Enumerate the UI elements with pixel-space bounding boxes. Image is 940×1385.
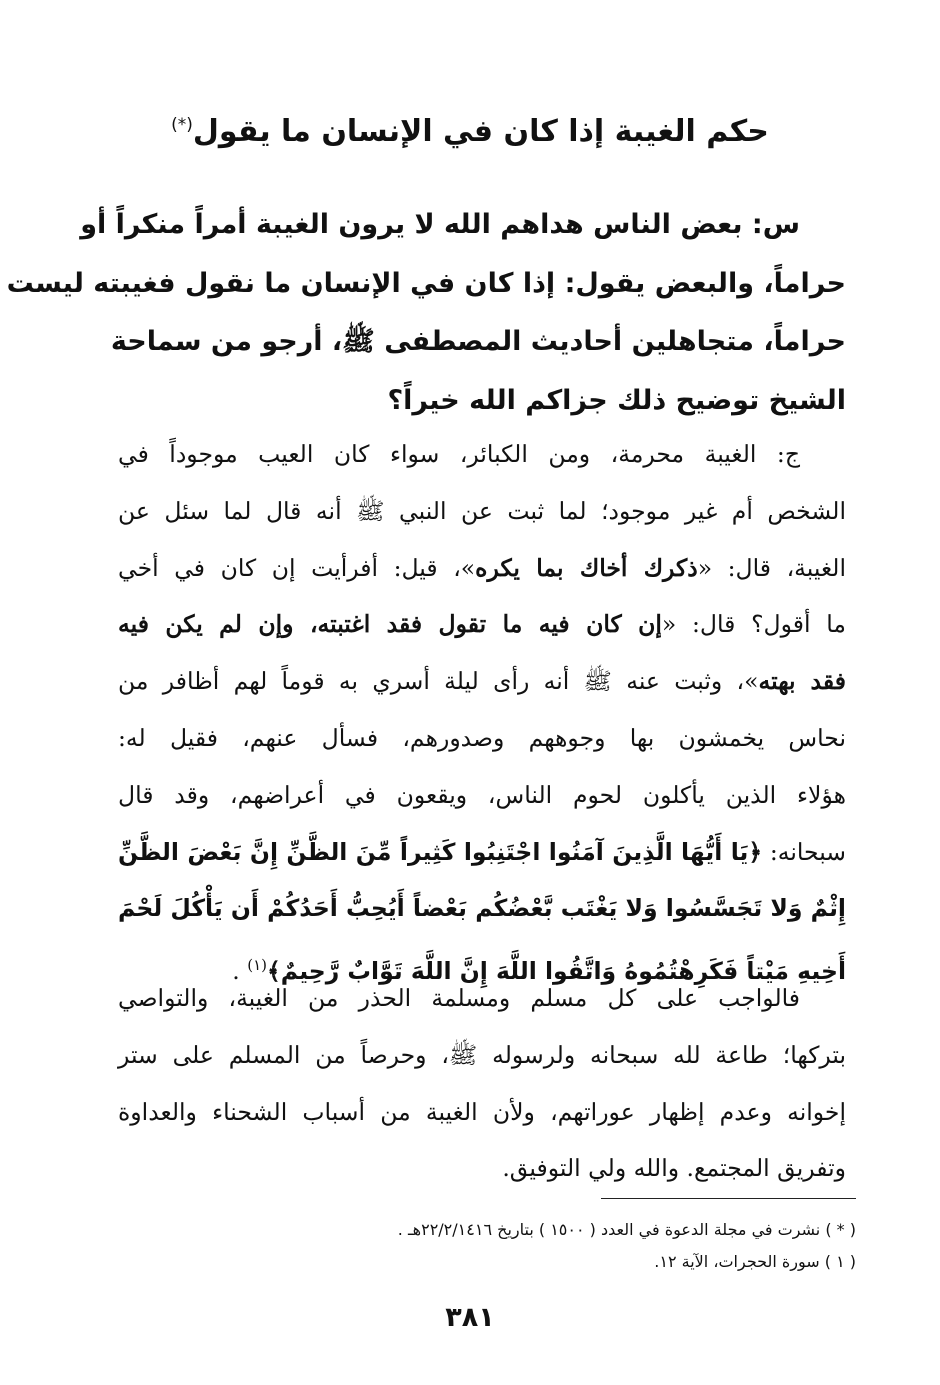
page-number: ٣٨١ <box>445 1302 495 1333</box>
footnote-item: ( * ) نشرت في مجلة الدعوة في العدد ( ١٥٠٠ ) بتاريخ ٢٢/٢/١٤١٦هـ . <box>397 1220 856 1239</box>
hadith-quote: فقد بهته <box>758 667 847 696</box>
conclusion-line: بتركها؛ طاعة لله سبحانه ولرسوله ﷺ، وحرصاً من المسلم على ستر <box>118 1040 846 1069</box>
answer-line: هؤلاء الذين يأكلون لحوم الناس، ويقعون في أعراضهم، وقد قال <box>118 780 846 809</box>
answer-text: . <box>232 957 248 985</box>
answer-text: الغيبة، قال: « <box>697 553 846 582</box>
footnotes <box>96 1214 856 1278</box>
quran-verse: أَخِيهِ مَيْتاً فَكَرِهْتُمُوهُ وَاتَّقُوا اللَّهَ إِنَّ اللَّهَ تَوَّابٌ رَّحِيمٌ﴾ <box>267 957 846 985</box>
answer-line <box>118 653 846 710</box>
answer-line <box>118 596 846 653</box>
footnote-separator <box>601 1198 856 1199</box>
answer-text: »، قيل: أفرأيت إن كان في أخي <box>118 553 476 582</box>
quran-verse-line: إِثْمٌ وَلا تَجَسَّسُوا وَلا يَغْتَب بَّعْضُكُم بَعْضاً أَيُحِبُّ أَحَدُكُمْ أَن يَأْكُلَ لَحْمَ <box>118 894 846 923</box>
answer-line <box>118 824 846 881</box>
answer-text: سبحانه: <box>762 837 847 866</box>
page-title <box>0 100 940 157</box>
footnote-item: ( ١ ) سورة الحجرات، الآية ١٢. <box>654 1252 856 1271</box>
conclusion-line: فالواجب على كل مسلم ومسلمة الحذر من الغيبة، والتواصي <box>118 984 800 1012</box>
conclusion-line: إخوانه وعدم إظهار عوراتهم، ولأن الغيبة من أسباب الشحناء والعداوة <box>118 1097 846 1126</box>
answer-text: ما أقول؟ قال: « <box>661 610 846 639</box>
title-text: حكم الغيبة إذا كان في الإنسان ما يقول <box>192 114 769 149</box>
answer-line: الشخص أم غير موجود؛ لما ثبت عن النبي ﷺ أنه قال لما سئل عن <box>118 496 846 525</box>
question-line: الشيخ توضيح ذلك جزاكم الله خيراً؟ <box>387 384 846 416</box>
question-line: حراماً، والبعض يقول: إذا كان في الإنسان ما نقول فغيبته ليست <box>6 267 846 299</box>
answer-paragraph <box>118 426 846 994</box>
answer-line <box>118 540 846 597</box>
question-paragraph <box>6 196 846 430</box>
answer-line: ج: الغيبة محرمة، ومن الكبائر، سواء كان العيب موجوداً في <box>118 440 800 468</box>
question-line: حراماً، متجاهلين أحاديث المصطفى ﷺ، أرجو من سماحة <box>110 326 846 357</box>
answer-line: نحاس يخمشون بها وجوههم وصدورهم، فسأل عنهم، فقيل له: <box>118 723 846 752</box>
hadith-quote: ذكرك أخاك بما يكره <box>475 553 698 582</box>
conclusion-line: وتفريق المجتمع. والله ولي التوفيق. <box>502 1154 846 1183</box>
answer-text: »، وثبت عنه ﷺ أنه رأى ليلة أسري به قوماً لهم أظافر من <box>118 667 759 696</box>
title-footnote-marker: (*) <box>171 115 193 135</box>
footnote-ref: (١) <box>247 956 267 975</box>
conclusion-paragraph <box>118 970 846 1197</box>
hadith-quote: إن كان فيه ما تقول فقد اغتبته، وإن لم يكن فيه <box>118 610 662 639</box>
question-line: س: بعض الناس هداهم الله لا يرون الغيبة أمراً منكراً أو <box>80 209 800 240</box>
quran-verse: ﴿يَا أَيُّهَا الَّذِينَ آمَنُوا اجْتَنِبُوا كَثِيراً مِّنَ الظَّنِّ إِنَّ بَعْضَ الظَّنِّ <box>118 837 763 866</box>
